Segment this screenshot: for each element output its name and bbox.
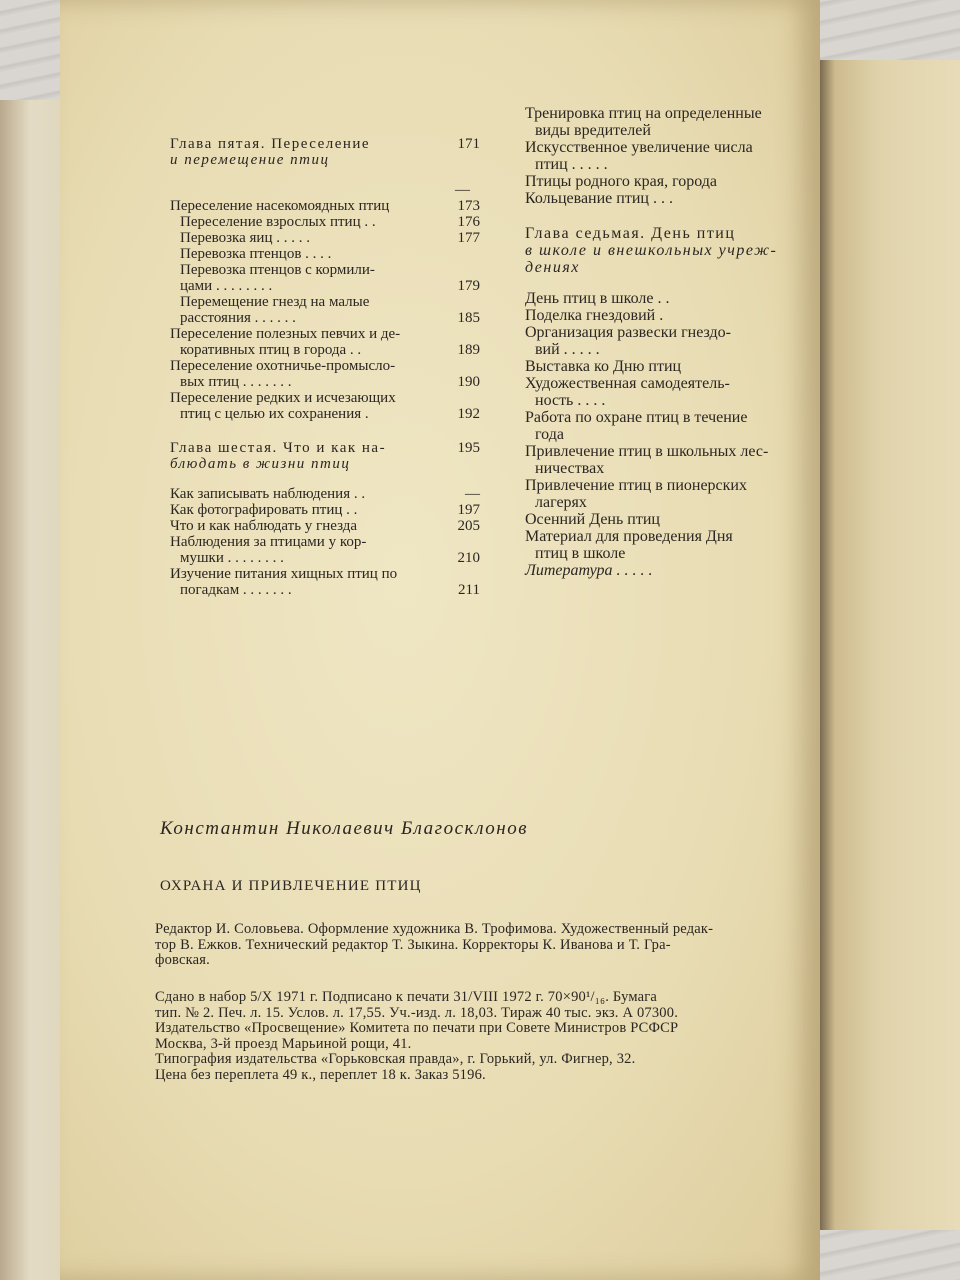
- toc-entry: [170, 326, 480, 358]
- credits-line: тор В. Ежков. Технический редактор Т. Зыкина. Корректоры К. Иванова и Т. Гра-: [155, 936, 671, 953]
- toc-entry-line: Художественная самодеятель-: [525, 375, 730, 392]
- toc-entry: [525, 190, 825, 207]
- toc-entry: [170, 198, 480, 214]
- toc-entry-line: Материал для проведения Дня: [525, 528, 733, 545]
- toc-entry: [525, 139, 825, 173]
- toc-entry: [525, 562, 825, 579]
- toc-entry-line: дениях: [525, 259, 580, 276]
- toc-entry-line: Глава седьмая. День птиц: [525, 225, 736, 242]
- toc-entry-line: вий . . . . .: [535, 341, 600, 358]
- toc-page-number: 211: [458, 582, 480, 598]
- print-line: тип. № 2. Печ. л. 15. Услов. л. 17,55. Уч.-изд. л. 18,03. Тираж 40 тыс. экз. А 07300.: [155, 1004, 679, 1021]
- toc-entry-line: Переселение охотничье-промысло-: [170, 358, 396, 374]
- toc-entry: [170, 230, 480, 246]
- table-of-contents-left: [170, 118, 480, 598]
- toc-entry: [525, 443, 825, 477]
- toc-entry-line: мушки . . . . . . . .: [180, 550, 284, 566]
- toc-entry-line: года: [535, 426, 564, 443]
- toc-entry-line: Глава пятая. Переселение: [170, 136, 371, 152]
- toc-entry: [170, 358, 480, 390]
- toc-entry-line: Привлечение птиц в пионерских: [525, 477, 747, 494]
- toc-entry-line: Кольцевание птиц . . .: [525, 190, 673, 207]
- toc-entry-line: ничествах: [535, 460, 605, 477]
- toc-entry: [525, 375, 825, 409]
- toc-entry-line: Как фотографировать птиц . .: [170, 502, 358, 518]
- toc-entry: [525, 409, 825, 443]
- print-line: Москва, 3-й проезд Марьиной рощи, 41.: [155, 1035, 412, 1052]
- toc-entry-line: Птицы родного края, города: [525, 173, 718, 190]
- toc-entry: [525, 105, 825, 139]
- toc-page-number: 177: [457, 230, 480, 246]
- toc-entry-line: Переселение насекомоядных птиц: [170, 198, 390, 214]
- author-name: Константин Николаевич Благосклонов: [160, 818, 528, 839]
- toc-entry: [525, 511, 825, 528]
- toc-entry: [170, 534, 480, 566]
- toc-entry-line: Перемещение гнезд на малые: [180, 294, 370, 310]
- toc-entry-line: Переселение полезных певчих и де-: [170, 326, 401, 342]
- credits-line: Редактор И. Соловьева. Оформление художника В. Трофимова. Художественный редак-: [155, 921, 714, 937]
- toc-page-number: 192: [457, 406, 480, 422]
- toc-entry-line: расстояния . . . . . .: [180, 310, 296, 326]
- printing-details: [155, 990, 825, 1083]
- toc-page-number: 173: [457, 198, 480, 214]
- toc-entry: [525, 307, 825, 324]
- toc-page-number: 205: [457, 518, 480, 534]
- toc-entry-line: и перемещение птиц: [170, 152, 330, 168]
- toc-entry: [525, 324, 825, 358]
- toc-entry-line: коративных птиц в города . .: [180, 342, 362, 358]
- editorial-credits: [155, 922, 825, 969]
- toc-entry: [170, 262, 480, 294]
- print-line: Сдано в набор 5/X 1971 г. Подписано к печати 31/VIII 1972 г. 70×90¹/₁₆. Бумага: [155, 989, 658, 1005]
- toc-entry-line: Переселение редких и исчезающих: [170, 390, 396, 406]
- toc-entry-line: ность . . . .: [535, 392, 606, 409]
- toc-entry-line: Осенний День птиц: [525, 511, 660, 528]
- toc-entry: [170, 502, 480, 518]
- toc-page-number: 185: [457, 310, 480, 326]
- toc-entry-line: цами . . . . . . . .: [180, 278, 273, 294]
- toc-entry-line: птиц в школе: [535, 545, 626, 562]
- toc-entry-line: —: [455, 182, 470, 198]
- toc-entry-line: Наблюдения за птицами у кор-: [170, 534, 367, 550]
- toc-entry-line: погадкам . . . . . . .: [180, 582, 292, 598]
- toc-entry-line: птиц . . . . .: [535, 156, 608, 173]
- toc-entry: [170, 246, 480, 262]
- toc-entry: [525, 358, 825, 375]
- toc-entry-line: лагерях: [535, 494, 587, 511]
- toc-entry: [525, 477, 825, 511]
- book-title: ОХРАНА И ПРИВЛЕЧЕНИЕ ПТИЦ: [160, 878, 422, 894]
- toc-entry-line: вых птиц . . . . . . .: [180, 374, 292, 390]
- toc-entry-line: Искусственное увеличение числа: [525, 139, 753, 156]
- toc-page-number: 171: [457, 136, 480, 152]
- toc-page-number: 190: [457, 374, 480, 390]
- toc-chapter-heading: [170, 440, 480, 472]
- toc-entry-line: Выставка ко Дню птиц: [525, 358, 682, 375]
- toc-entry: [525, 173, 825, 190]
- toc-entry-line: в школе и внешкольных учреж-: [525, 242, 778, 259]
- toc-entry-line: Перевозка яиц . . . . .: [180, 230, 310, 246]
- table-of-contents-right: [525, 105, 825, 579]
- toc-entry: [170, 390, 480, 422]
- toc-entry-line: Работа по охране птиц в течение: [525, 409, 748, 426]
- toc-entry-line: Тренировка птиц на определенные: [525, 105, 762, 122]
- toc-entry: [170, 566, 480, 598]
- toc-entry-line: Перевозка птенцов . . . .: [180, 246, 332, 262]
- credits-line: фовская.: [155, 952, 210, 968]
- toc-entry-line: Изучение питания хищных птиц по: [170, 566, 398, 582]
- toc-entry-line: Перевозка птенцов с кормили-: [180, 262, 375, 278]
- facing-page: [820, 60, 960, 1230]
- toc-entry-line: Литература . . . . .: [525, 562, 653, 579]
- toc-chapter-heading: [170, 136, 480, 168]
- toc-entry: [170, 486, 480, 502]
- toc-page-number: 195: [457, 440, 480, 456]
- print-line: Издательство «Просвещение» Комитета по печати при Совете Министров РСФСР: [155, 1020, 679, 1036]
- toc-page-number: 176: [457, 214, 480, 230]
- toc-entry-line: виды вредителей: [535, 122, 651, 139]
- toc-entry-line: Глава шестая. Что и как на-: [170, 440, 387, 456]
- toc-entry: [525, 290, 825, 307]
- toc-page-number: 197: [457, 502, 480, 518]
- toc-entry: [170, 294, 480, 326]
- toc-chapter-heading: [525, 225, 825, 276]
- print-line: Типография издательства «Горьковская правда», г. Горький, ул. Фигнер, 32.: [155, 1051, 636, 1067]
- toc-entry-line: Привлечение птиц в школьных лес-: [525, 443, 769, 460]
- toc-page-number: 210: [457, 550, 480, 566]
- toc-page-number: 179: [457, 278, 480, 294]
- toc-entry-line: Что и как наблюдать у гнезда: [170, 518, 358, 534]
- toc-entry-line: Поделка гнездовий .: [525, 307, 664, 324]
- toc-entry: [170, 518, 480, 534]
- toc-page-number: 189: [457, 342, 480, 358]
- toc-entry-line: Организация развески гнездо-: [525, 324, 731, 341]
- toc-entry: [170, 182, 480, 198]
- toc-entry: [170, 214, 480, 230]
- toc-entry-line: блюдать в жизни птиц: [170, 456, 351, 472]
- toc-page-number: —: [465, 486, 480, 502]
- print-line: Цена без переплета 49 к., переплет 18 к. Заказ 5196.: [155, 1066, 486, 1083]
- toc-entry: [525, 528, 825, 562]
- toc-entry-line: птиц с целью их сохранения .: [180, 406, 369, 422]
- toc-entry-line: День птиц в школе . .: [525, 290, 670, 307]
- toc-entry-line: Как записывать наблюдения . .: [170, 486, 366, 502]
- toc-entry-line: Переселение взрослых птиц . .: [180, 214, 376, 230]
